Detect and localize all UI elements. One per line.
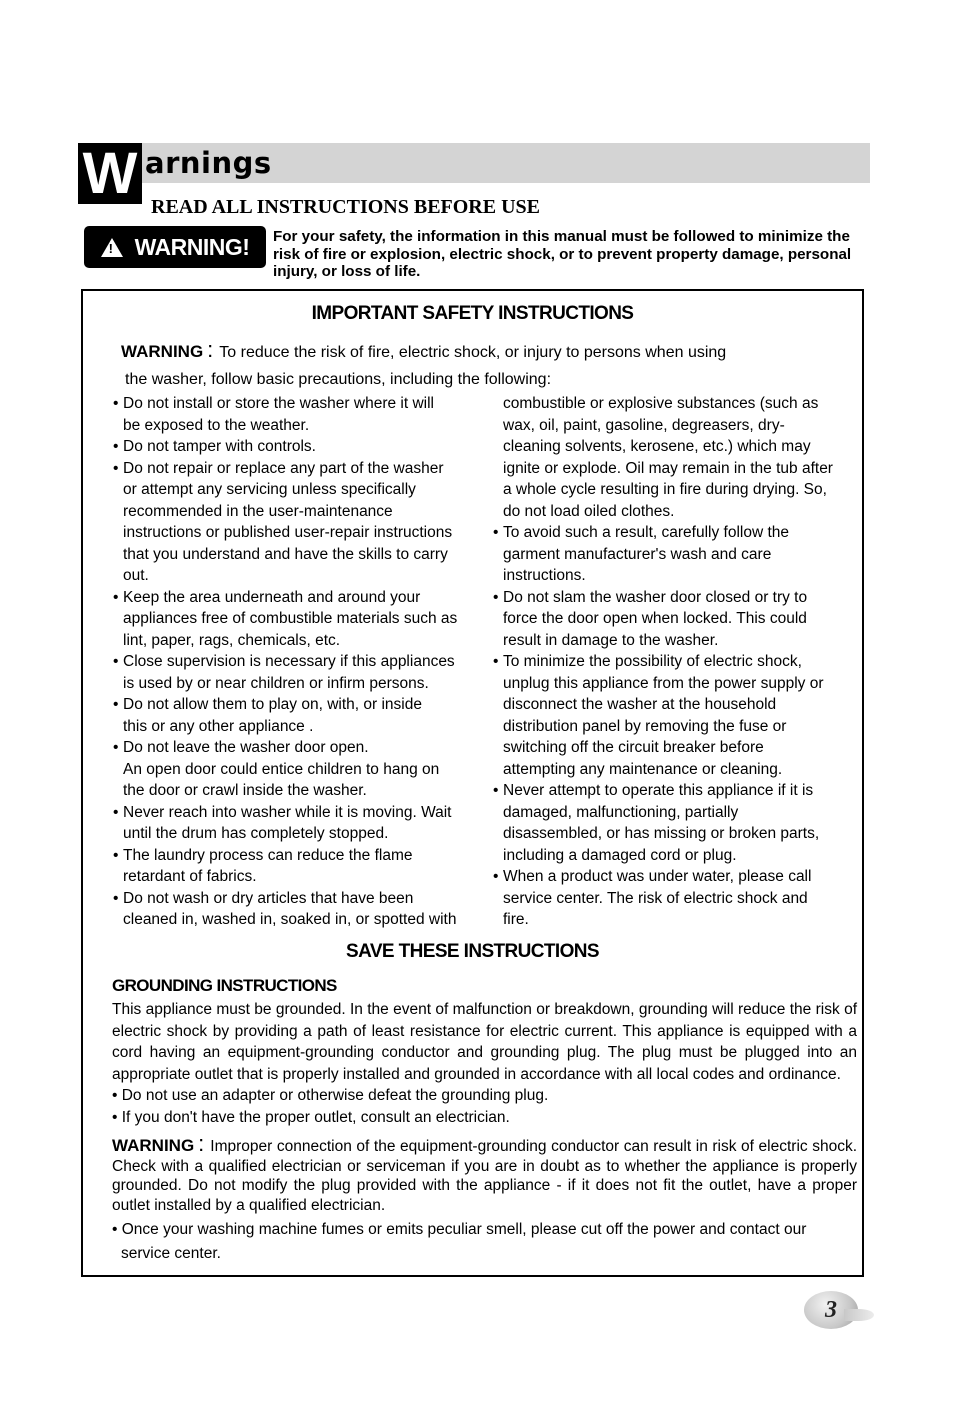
page-number-badge: [804, 1291, 872, 1329]
bullet-item: • Do not leave the washer door open.: [113, 737, 483, 759]
bullet-continuation: out.: [123, 567, 149, 584]
bullet-continuation: be exposed to the weather.: [123, 416, 310, 434]
fumes-bullet-line1: • Once your washing machine fumes or emits peculiar smell, please cut off the power and contact our: [112, 1221, 807, 1238]
bullet-continuation: that you understand and have the skills to carry: [123, 545, 448, 563]
bullet-continuation: service center. The risk of electric shock and: [503, 889, 808, 907]
bullet-continuation: is used by or near children or infirm persons.: [123, 674, 429, 692]
bullet-continuation: force the door open when locked. This could: [503, 610, 807, 627]
grounding-bullet-outlet: • If you don't have the proper outlet, consult an electrician.: [112, 1109, 510, 1126]
bullet-item: • Close supervision is necessary if this appliances: [113, 651, 483, 673]
bullet-continuation: attempting any maintenance or cleaning.: [503, 760, 783, 778]
warning2-keyword: WARNING: [112, 1136, 195, 1155]
bullet-item: • Do not allow them to play on, with, or inside: [113, 694, 483, 716]
bullet-item: • Do not wash or dry articles that have been: [113, 888, 483, 910]
column-lead-line: wax, oil, paint, gasoline, degreasers, dry-: [503, 416, 785, 434]
grounding-title: GROUNDING INSTRUCTIONS: [112, 976, 337, 995]
left-column: [113, 393, 483, 931]
bullet-item: • Do not install or store the washer where it will: [113, 393, 483, 415]
safety-instructions-box: [81, 289, 864, 1277]
right-column: [493, 393, 843, 931]
column-lead-line: cleaning solvents, kerosene, etc.) which may: [503, 438, 811, 455]
bullet-item: • Do not repair or replace any part of the washer: [113, 458, 483, 480]
safety-note: For your safety, the information in this manual must be followed to minimize the risk of fire or explosion, electric shock, or to prevent property damage, personal injury, or loss of life.: [273, 228, 852, 280]
bullet-item: • Do not slam the washer door closed or try to: [493, 587, 843, 609]
bullet-continuation: including a damaged cord or plug.: [503, 846, 737, 864]
warning-keyword: WARNING: [121, 342, 204, 361]
bullet-continuation: until the drum has completely stopped.: [123, 825, 389, 842]
bullet-continuation: cleaned in, washed in, soaked in, or spotted with: [123, 911, 457, 928]
warning-intro-line1: To reduce the risk of fire, electric shock, or injury to persons when using: [219, 344, 727, 361]
bullet-continuation: lint, paper, rags, chemicals, etc.: [123, 631, 341, 649]
bullet-continuation: appliances free of combustible materials such as: [123, 610, 458, 627]
grounding-warning: [112, 1131, 857, 1215]
bullet-continuation: unplug this appliance from the power supply or: [503, 674, 824, 692]
important-safety-title: IMPORTANT SAFETY INSTRUCTIONS: [311, 303, 634, 324]
fumes-bullet-line2: service center.: [121, 1245, 221, 1262]
exclamation-triangle-icon: !: [101, 238, 123, 257]
bullet-continuation: disassembled, or has missing or broken parts,: [503, 825, 820, 842]
bullet-item: • Never reach into washer while it is moving. Wait: [113, 802, 483, 824]
column-lead-line: do not load oiled clothes.: [503, 502, 675, 520]
bullet-continuation: this or any other appliance .: [123, 717, 314, 735]
warning-colon: :: [207, 337, 214, 362]
bullet-continuation: fire.: [503, 911, 529, 928]
bullet-item: • Never attempt to operate this appliance if it is: [493, 780, 843, 802]
read-all-subtitle: READ ALL INSTRUCTIONS BEFORE USE: [151, 196, 540, 218]
grounding-paragraph: This appliance must be grounded. In the event of malfunction or breakdown, grounding will reduce the risk of electric shock by providing a path of least resistance for electric current. This appliance is equipped with a cord having an equipment-grounding conductor and grounding plug. The plug must be plugged into an appropriate outlet that is properly installed and grounded in accordance with all local codes and ordinance.: [112, 1001, 857, 1083]
bullet-item: • When a product was under water, please call: [493, 866, 843, 888]
warning2-colon: :: [198, 1131, 205, 1156]
bullet-item: • Do not tamper with controls.: [113, 436, 483, 458]
bullet-continuation: garment manufacturer's wash and care: [503, 545, 772, 563]
column-lead-line: ignite or explode. Oil may remain in the tub after: [503, 459, 833, 477]
warning2-text: Improper connection of the equipment-grounding conductor can result in risk of electric shock. Check with a qualified electrician or serviceman if you are in doubt as to whether the appliance is properly grounded. Do not modify the plug provided with the appliance - if it does not fit the outlet, have a proper outlet installed by a qualified electrician.: [112, 1138, 857, 1214]
warning-badge: [84, 226, 266, 268]
bullet-item: • To minimize the possibility of electric shock,: [493, 651, 843, 673]
bullet-continuation: instructions or published user-repair instructions: [123, 524, 453, 541]
bullet-continuation: distribution panel by removing the fuse or: [503, 717, 787, 735]
bullet-item: • To avoid such a result, carefully follow the: [493, 522, 843, 544]
bullet-item: • Keep the area underneath and around your: [113, 587, 483, 609]
fumes-bullet: [112, 1218, 857, 1266]
bullet-continuation: An open door could entice children to hang on: [123, 760, 440, 778]
bullet-continuation: retardant of fabrics.: [123, 868, 257, 885]
bullet-continuation: result in damage to the washer.: [503, 631, 719, 649]
column-lead-line: combustible or explosive substances (such as: [503, 395, 819, 412]
bullet-continuation: disconnect the washer at the household: [503, 696, 777, 713]
bullet-continuation: instructions.: [503, 567, 586, 584]
warning-badge-label: WARNING!: [134, 233, 250, 260]
grounding-bullet-adapter: • Do not use an adapter or otherwise defeat the grounding plug.: [112, 1087, 549, 1104]
save-instructions-title: SAVE THESE INSTRUCTIONS: [346, 941, 599, 962]
bullet-continuation: damaged, malfunctioning, partially: [503, 803, 739, 821]
warning-intro-line2: the washer, follow basic precautions, including the following:: [125, 371, 552, 388]
page-title: arnings: [145, 146, 272, 180]
warning-intro: [121, 336, 851, 393]
bullet-continuation: recommended in the user-maintenance: [123, 502, 393, 520]
bullet-continuation: the door or crawl inside the washer.: [123, 782, 367, 799]
bullet-continuation: or attempt any servicing unless specifically: [123, 481, 416, 498]
bullet-continuation: switching off the circuit breaker before: [503, 739, 764, 756]
column-lead-line: a whole cycle resulting in fire during drying. So,: [503, 481, 827, 498]
bullet-item: • The laundry process can reduce the flame: [113, 845, 483, 867]
header-initial-block: W: [78, 143, 142, 204]
page-number: 3: [825, 1297, 837, 1323]
